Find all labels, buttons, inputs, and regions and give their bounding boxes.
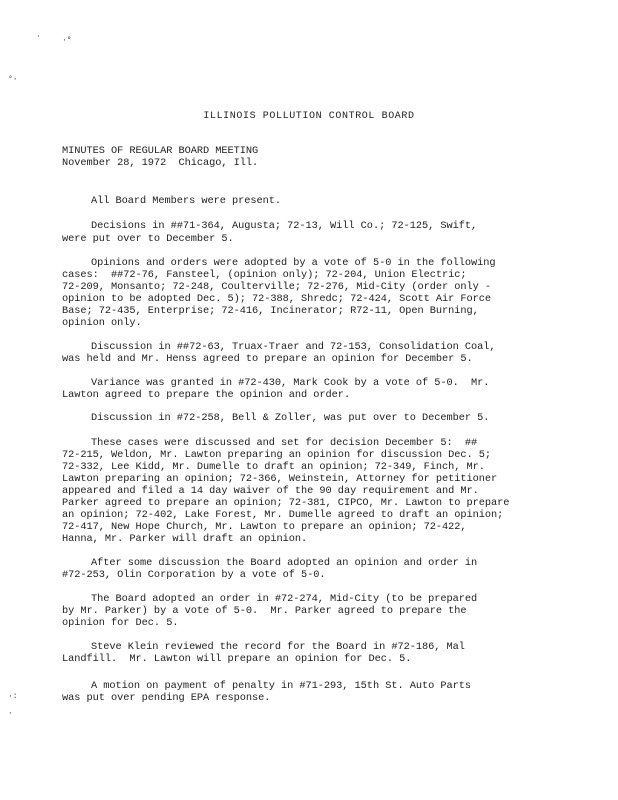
paragraph-line: Steve Klein reviewed the record for the Board in #72-186, Mal [91, 641, 465, 653]
paragraph-line: 72-332, Lee Kidd, Mr. Dumelle to draft an opinion; 72-349, Finch, Mr. [62, 461, 485, 473]
paragraph-line: was held and Mr. Henss agreed to prepare an opinion for December 5. [62, 353, 473, 365]
document-title: ILLINOIS POLLUTION CONTROL BOARD [203, 111, 415, 122]
paragraph-line: Parker agreed to prepare an opinion; 72-381, CIPCO, Mr. Lawton to prepare [62, 497, 510, 509]
paragraph-line: Hanna, Mr. Parker will draft an opinion. [62, 533, 308, 545]
paragraph-line: an opinion; 72-402, Lake Forest, Mr. Dumelle agreed to draft an opinion; [62, 509, 504, 521]
scan-speck: · [8, 709, 13, 718]
paragraph-line: 72-215, Weldon, Mr. Lawton preparing an opinion for discussion Dec. 5; [62, 449, 492, 461]
paragraph-line: Lawton preparing an opinion; 72-366, Weinstein, Attorney for petitioner [62, 473, 498, 485]
paragraph-line: opinion to be adopted Dec. 5); 72-388, Shredc; 72-424, Scott Air Force [62, 293, 492, 305]
paragraph-line: opinion only. [62, 317, 142, 329]
paragraph-line: Lawton agreed to prepare the opinion and order. [62, 389, 351, 401]
paragraph-line: by Mr. Parker) by a vote of 5-0. Mr. Parker agreed to prepare the [62, 605, 467, 617]
paragraph-line: Decisions in ##71-364, Augusta; 72-13, Will Co.; 72-125, Swift, [91, 220, 478, 232]
paragraph-line: were put over to December 5. [62, 233, 234, 245]
paragraph-line: Discussion in #72-258, Bell & Zoller, was put over to December 5. [91, 412, 490, 424]
paragraph-line: #72-253, Olin Corporation by a vote of 5-0. [62, 569, 326, 581]
paragraph-line: These cases were discussed and set for decision December 5: ## [91, 437, 478, 449]
scan-speck: ·° [62, 36, 72, 45]
paragraph-line: A motion on payment of penalty in #71-293, 15th St. Auto Parts [91, 680, 472, 692]
paragraph-line: cases: ##72-76, Fansteel, (opinion only); 72-204, Union Electric; [62, 269, 467, 281]
paragraph-line: appeared and filed a 14 day waiver of the 90 day requirement and Mr. [62, 485, 479, 497]
paragraph-line: opinion for Dec. 5. [62, 617, 179, 629]
paragraph-line: 72-417, New Hope Church, Mr. Lawton to prepare an opinion; 72-422, [62, 521, 467, 533]
minutes-subtitle: MINUTES OF REGULAR BOARD MEETING [62, 145, 259, 157]
scan-speck: °· [8, 75, 18, 84]
scan-speck: ·: [8, 692, 18, 701]
paragraph-line: After some discussion the Board adopted an opinion and order in [91, 557, 478, 569]
paragraph-line: All Board Members were present. [91, 195, 282, 207]
paragraph-line: Opinions and orders were adopted by a vote of 5-0 in the following [91, 257, 496, 269]
paragraph-line: Base; 72-435, Enterprise; 72-416, Incinerator; R72-11, Open Burning, [62, 305, 479, 317]
paragraph-line: The Board adopted an order in #72-274, Mid-City (to be prepared [91, 593, 478, 605]
scan-speck: · [36, 32, 41, 41]
paragraph-line: Variance was granted in #72-430, Mark Cook by a vote of 5-0. Mr. [91, 377, 490, 389]
paragraph-line: Landfill. Mr. Lawton will prepare an opinion for Dec. 5. [62, 653, 412, 665]
paragraph-line: 72-209, Monsanto; 72-248, Coulterville; 72-276, Mid-City (order only - [62, 281, 492, 293]
paragraph-line: Discussion in ##72-63, Truax-Traer and 72-153, Consolidation Coal, [91, 341, 496, 353]
paragraph-line: was put over pending EPA response. [62, 692, 271, 704]
meeting-date: November 28, 1972 Chicago, Ill. [62, 157, 259, 169]
